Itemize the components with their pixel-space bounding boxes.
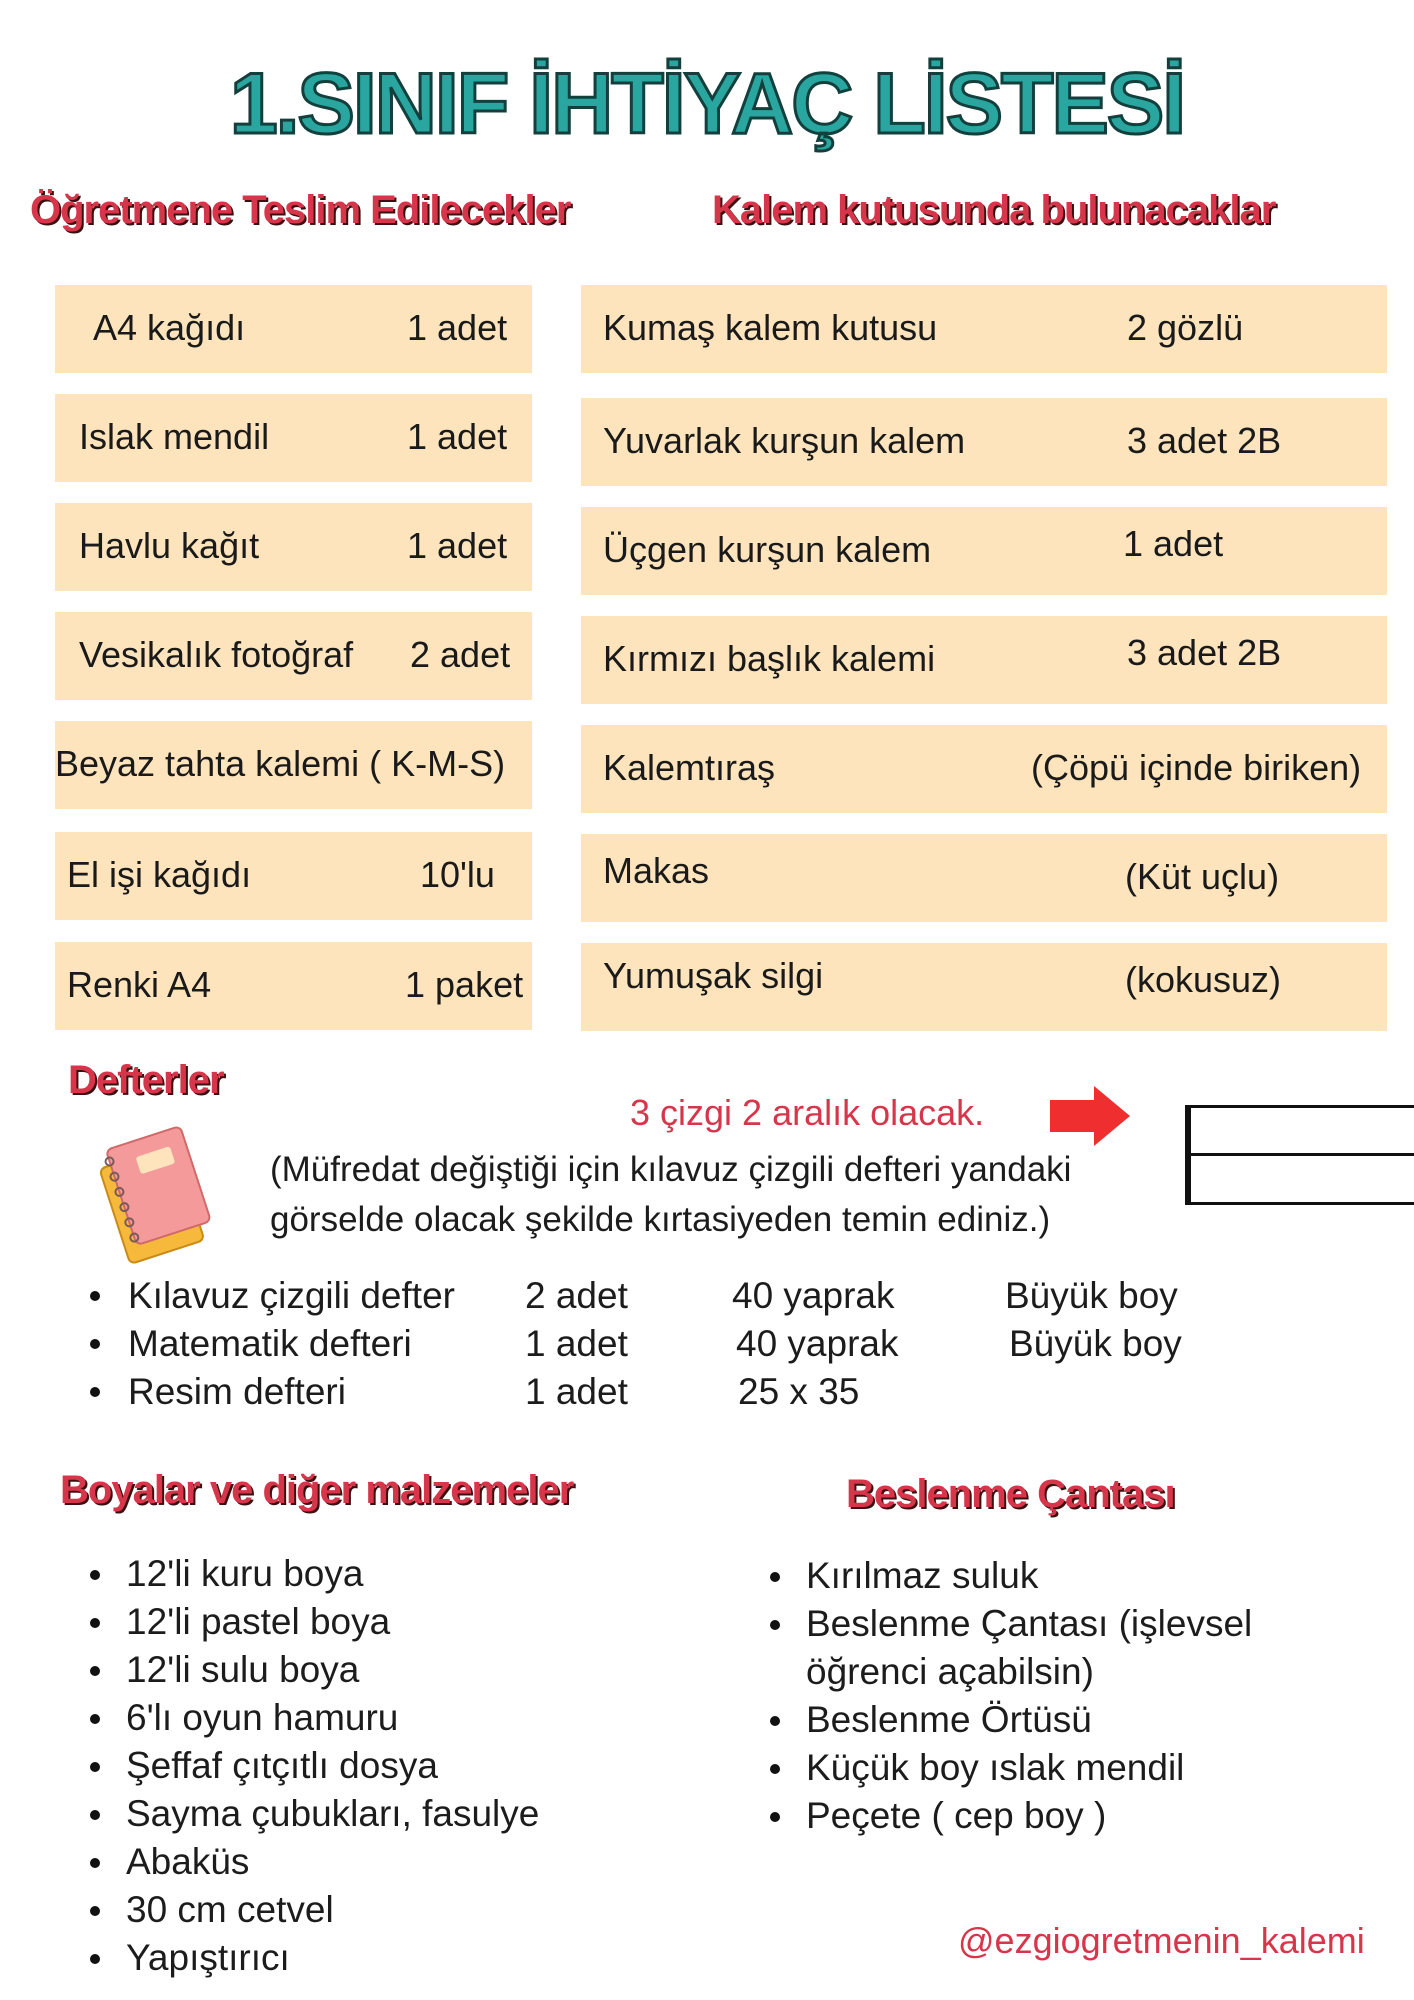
pencil-item-name: Kırmızı başlık kalemi [603, 638, 936, 679]
teacher-row [55, 832, 532, 920]
pencil-item-name: Yumuşak silgi [603, 955, 824, 996]
sample-line [1185, 1153, 1414, 1156]
list-item: Kırılmaz suluk [770, 1552, 1370, 1600]
teacher-item-qty: 2 adet [410, 634, 511, 675]
notebook-row [90, 1272, 1290, 1320]
lunch-list [770, 1552, 1370, 1840]
pencil-item-qty: (Çöpü içinde biriken) [1031, 747, 1362, 788]
pencil-item-qty: 3 adet 2B [1127, 632, 1282, 673]
pencil-row [581, 725, 1387, 813]
pencil-item-name: Kumaş kalem kutusu [603, 307, 938, 348]
social-handle: @ezgiogretmenin_kalemi [958, 1920, 1365, 1961]
pencil-item-name: Üçgen kurşun kalem [603, 529, 932, 570]
notebook-row [90, 1320, 1290, 1368]
teacher-item-qty: 1 paket [405, 964, 524, 1005]
pencil-item-qty: 2 gözlü [1127, 307, 1244, 348]
lunch-section-heading: Beslenme Çantası [846, 1472, 1175, 1516]
list-item: Küçük boy ıslak mendil [770, 1744, 1370, 1792]
pencil-row [581, 285, 1387, 373]
sample-line [1185, 1105, 1414, 1108]
pencil-row [581, 943, 1387, 1031]
teacher-section-heading: Öğretmene Teslim Edilecekler [30, 188, 571, 232]
teacher-item-name: El işi kağıdı [67, 854, 252, 895]
notebook-name: Kılavuz çizgili defter [128, 1275, 455, 1316]
notebook-line-note: 3 çizgi 2 aralık olacak. [630, 1092, 985, 1133]
teacher-item-name: Havlu kağıt [79, 525, 260, 566]
pencil-row [581, 616, 1387, 704]
bullet-icon [90, 1339, 100, 1349]
list-item: Peçete ( cep boy ) [770, 1792, 1370, 1840]
teacher-item-name: Islak mendil [79, 416, 270, 457]
notebook-row [90, 1368, 1290, 1416]
list-item: 12'li kuru boya [90, 1550, 650, 1598]
arrow-right-icon [1048, 1084, 1132, 1148]
bullet-icon [90, 1387, 100, 1397]
teacher-item-name: Beyaz tahta kalemi ( K-M-S) [55, 743, 506, 784]
notebook-info-line2: görselde olacak şekilde kırtasiyeden temin ediniz.) [270, 1200, 1051, 1239]
teacher-item-name: A4 kağıdı [93, 307, 246, 348]
pencil-case-section-heading: Kalem kutusunda bulunacaklar [712, 188, 1276, 232]
list-item: Beslenme Örtüsü [770, 1696, 1370, 1744]
page-title: 1.SINIF İHTİYAÇ LİSTESİ [229, 56, 1185, 152]
sample-line [1185, 1202, 1414, 1205]
notebook-qty: 1 adet [525, 1323, 628, 1364]
teacher-item-qty: 1 adet [407, 307, 508, 348]
pencil-item-qty: (Küt uçlu) [1125, 856, 1280, 897]
teacher-row [55, 721, 532, 809]
notebook-qty: 2 adet [525, 1275, 628, 1316]
teacher-item-name: Vesikalık fotoğraf [79, 634, 354, 675]
notebook-name: Resim defteri [128, 1371, 346, 1412]
notebook-pages: 40 yaprak [732, 1275, 895, 1316]
teacher-item-qty: 1 adet [407, 525, 508, 566]
notebook-size: Büyük boy [1005, 1275, 1178, 1316]
list-item: Sayma çubukları, fasulye [90, 1790, 650, 1838]
pencil-item-name: Yuvarlak kurşun kalem [603, 420, 966, 461]
pencil-row [581, 834, 1387, 922]
teacher-row [55, 503, 532, 591]
pencil-row [581, 398, 1387, 486]
lined-notebook-sample [1185, 1105, 1414, 1205]
teacher-item-name: Renki A4 [67, 964, 212, 1005]
teacher-row [55, 612, 532, 700]
notebook-qty: 1 adet [525, 1371, 628, 1412]
list-item: 12'li sulu boya [90, 1646, 650, 1694]
list-item: 30 cm cetvel [90, 1886, 650, 1934]
teacher-row [55, 394, 532, 482]
notebook-pages: 25 x 35 [738, 1371, 860, 1412]
teacher-row [55, 285, 532, 373]
paints-list [90, 1550, 650, 1982]
notebook-icon [82, 1120, 222, 1270]
notebook-name: Matematik defteri [128, 1323, 412, 1364]
notebook-info-line1: (Müfredat değiştiği için kılavuz çizgili defteri yandaki [270, 1150, 1072, 1189]
notebook-size: Büyük boy [1009, 1323, 1182, 1364]
bullet-icon [90, 1291, 100, 1301]
list-item: Abaküs [90, 1838, 650, 1886]
pencil-item-qty: 3 adet 2B [1127, 420, 1282, 461]
list-item: Şeffaf çıtçıtlı dosya [90, 1742, 650, 1790]
list-item: Yapıştırıcı [90, 1934, 650, 1982]
list-item: 6'lı oyun hamuru [90, 1694, 650, 1742]
paints-section-heading: Boyalar ve diğer malzemeler [60, 1468, 574, 1512]
notebook-pages: 40 yaprak [736, 1323, 899, 1364]
teacher-item-qty: 10'lu [420, 854, 495, 895]
pencil-item-qty: 1 adet [1123, 523, 1224, 564]
pencil-item-name: Makas [603, 850, 710, 891]
list-item: 12'li pastel boya [90, 1598, 650, 1646]
notebooks-section-heading: Defterler [68, 1058, 224, 1102]
pencil-item-qty: (kokusuz) [1125, 959, 1282, 1000]
teacher-item-qty: 1 adet [407, 416, 508, 457]
pencil-row [581, 507, 1387, 595]
list-item: Beslenme Çantası (işlevsel öğrenci açabilsin) [770, 1600, 1370, 1696]
teacher-row [55, 942, 532, 1030]
pencil-item-name: Kalemtıraş [603, 747, 776, 788]
